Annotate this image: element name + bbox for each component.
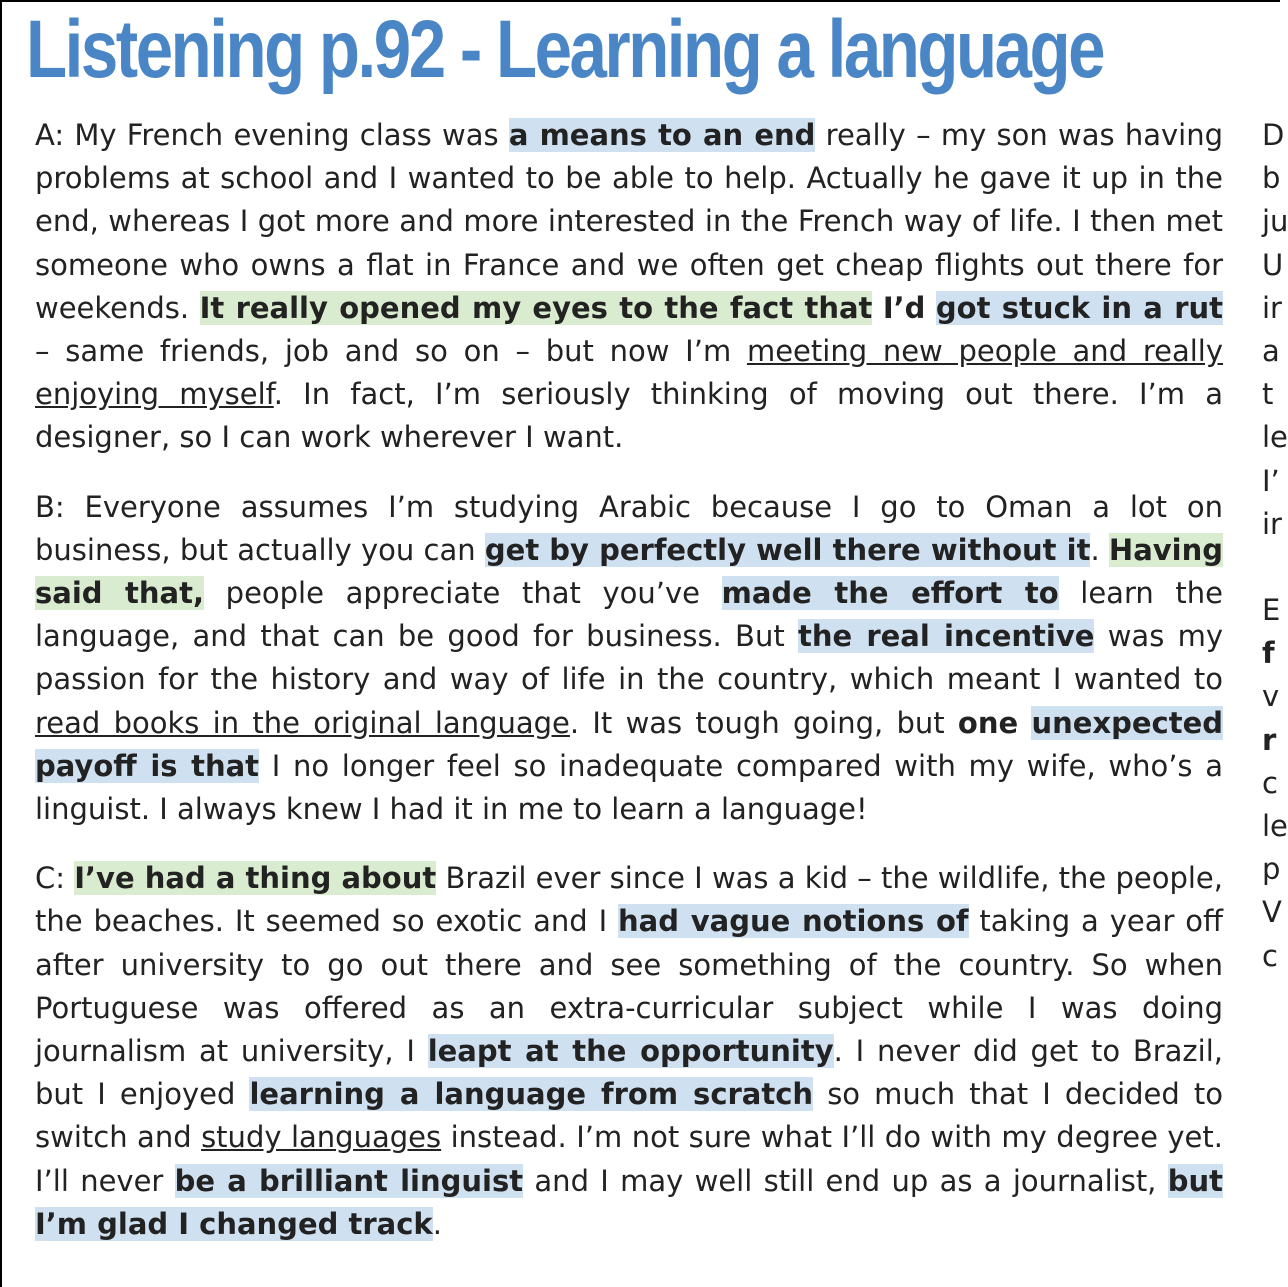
phrase-highlight: learning a language from scratch bbox=[249, 1077, 814, 1112]
phrase-highlight: had vague notions of bbox=[618, 904, 969, 939]
phrase-highlight: I’ve had a thing about bbox=[74, 861, 437, 896]
phrase-highlight: but I’m glad I changed track bbox=[35, 1163, 1223, 1241]
bold-word: I’d bbox=[882, 290, 926, 325]
cropped-line: V bbox=[1262, 895, 1282, 930]
paragraph-b: B: Everyone assumes I’m studying Arabic because I go to Oman a lot on business, but actually you can get by perfectly well there without it. Having said that, people appreciate that you’ve made the effort to learn the language, and that can be good for business. But the real incentive was my passion for the history and way of life in the country, which meant I wanted to read books in the original language. It was tough going, but one unexpected payoff is that I no longer feel so inadequate compared with my wife, who’s a linguist. I always knew I had it in me to learn a language! bbox=[35, 489, 1224, 827]
phrase-highlight: leapt at the opportunity bbox=[427, 1034, 834, 1069]
phrase-highlight: the real incentive bbox=[797, 619, 1095, 654]
page-title: Listening p.92 - Learning a language bbox=[26, 4, 1104, 95]
cropped-line: c bbox=[1262, 938, 1278, 973]
cropped-line: E bbox=[1262, 593, 1281, 628]
cropped-line: I’ bbox=[1262, 463, 1280, 498]
cropped-line: ir bbox=[1262, 290, 1282, 325]
phrase-highlight: get by perfectly well there without it bbox=[484, 532, 1091, 567]
cropped-line: b bbox=[1262, 161, 1281, 196]
cropped-line: le bbox=[1262, 809, 1288, 843]
cropped-line: ju bbox=[1262, 204, 1288, 239]
cropped-line: c bbox=[1262, 765, 1278, 800]
cropped-line: a bbox=[1262, 333, 1280, 368]
phrase-highlight: Having said that, bbox=[35, 532, 1224, 611]
phrase-highlight: It really opened my eyes to the fact that bbox=[199, 290, 873, 325]
phrase-underline: meeting new people and really enjoying myself bbox=[35, 334, 1224, 412]
bold-word: one bbox=[957, 705, 1019, 740]
cropped-next-column bbox=[1262, 114, 1288, 978]
phrase-highlight: a means to an end bbox=[508, 118, 816, 152]
phrase-underline: read books in the original language bbox=[35, 705, 570, 740]
cropped-line: ir bbox=[1262, 506, 1282, 541]
cropped-line: v bbox=[1262, 679, 1280, 714]
cropped-line: le bbox=[1262, 420, 1288, 455]
cropped-line: r bbox=[1262, 722, 1277, 757]
cropped-line: U bbox=[1262, 247, 1284, 282]
phrase-highlight: be a brilliant linguist bbox=[174, 1163, 524, 1198]
cropped-line: t bbox=[1262, 377, 1274, 412]
page-border-left bbox=[0, 0, 2, 1287]
phrase-highlight: got stuck in a rut bbox=[935, 290, 1224, 325]
phrase-highlight: made the effort to bbox=[721, 576, 1059, 611]
paragraph-a: A: My French evening class was a means to an end really – my son was having problems at school and I wanted to be able to help. Actually he gave it up in the end, whereas I got more and more interested in the French way of life. I then met someone who owns a flat in France and we often get cheap flights out there for weekends. It really opened my eyes to the fact that I’d got stuck in a rut – same friends, job and so on – but now I’m meeting new people and really enjoying myself. In fact, I’m seriously thinking of moving out there. I’m a designer, so I can work wherever I want. bbox=[35, 118, 1224, 455]
paragraph-c: C: I’ve had a thing about Brazil ever since I was a kid – the wildlife, the people, the beaches. It seemed so exotic and I had vague notions of taking a year off after university to go out there and see something of the country. So when Portuguese was offered as an extra-curricular subject while I was doing journalism at university, I leapt at the opportunity. I never did get to Brazil, but I enjoyed learning a language from scratch so much that I decided to switch and study languages instead. I’m not sure what I’ll do with my degree yet. I’ll never be a brilliant linguist and I may well still end up as a journalist, but I’m glad I changed track. bbox=[35, 861, 1223, 1241]
cropped-line: D bbox=[1262, 118, 1285, 152]
transcript-column bbox=[35, 114, 1223, 1246]
cropped-line: f bbox=[1262, 636, 1275, 671]
phrase-highlight: unexpected payoff is that bbox=[35, 705, 1224, 783]
cropped-line: p bbox=[1262, 852, 1281, 887]
phrase-underline: study languages bbox=[201, 1120, 442, 1155]
